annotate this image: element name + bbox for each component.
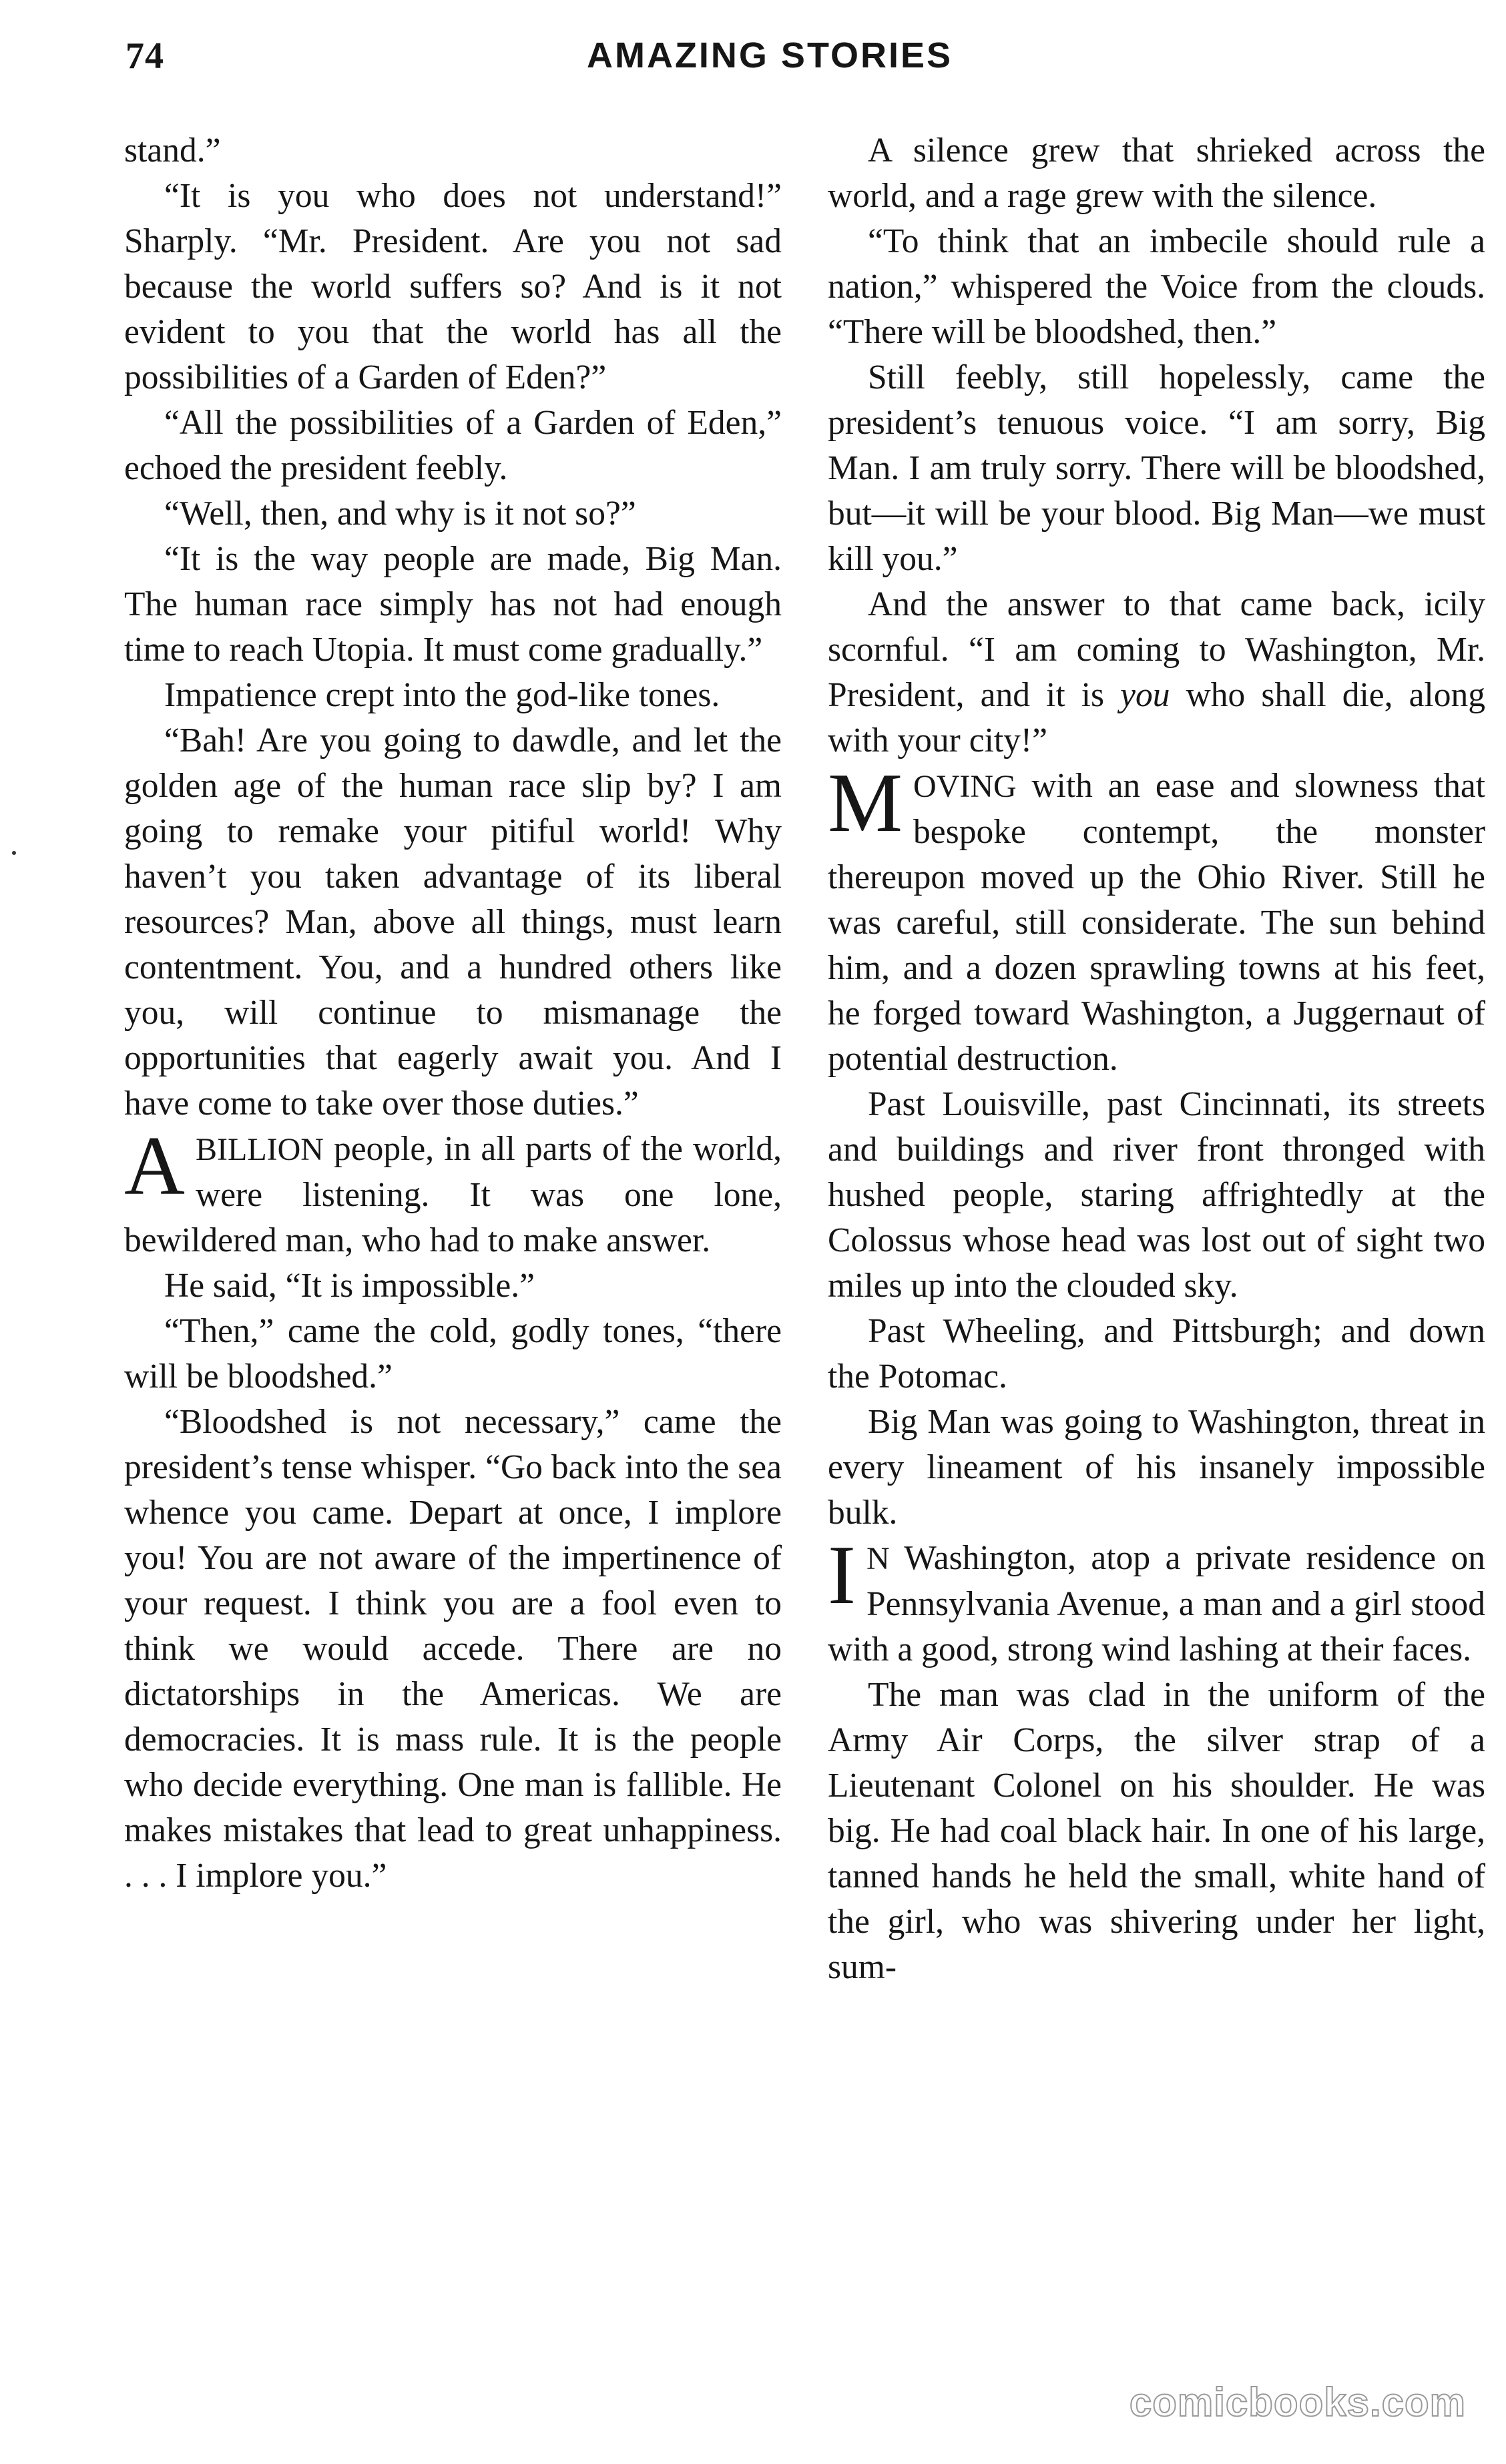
section-opening-paragraph: [828, 757, 1485, 1082]
paragraph-text: And the answer to that came back, icily scornful. “I am coming to Washington, Mr. President, and it is: [828, 585, 1485, 714]
running-head-title: AMAZING STORIES: [586, 35, 953, 75]
paragraph: “Bah! Are you going to dawdle, and let the golden age of the human race slip by? I am going to remake your pitiful world! Why haven’t you taken advantage of its liberal resources? Man, above all things, must learn contentment. You, and a hundred others like you, will continue to mismanage the opportunities that eagerly await you. And I have come to take over those duties.”: [124, 721, 782, 1123]
paragraph: “To think that an imbecile should rule a nation,” whispered the Voice from the clouds. “There will be bloodshed, then.”: [828, 222, 1485, 351]
paragraph: He said, “It is impossible.”: [164, 1267, 535, 1305]
scan-speck: [12, 851, 16, 855]
paragraph: Past Wheeling, and Pittsburgh; and down the Potomac.: [828, 1312, 1485, 1396]
emphasis: you: [1120, 676, 1170, 714]
left-column: [124, 128, 782, 1899]
paragraph: “It is the way people are made, Big Man. The human race simply has not had enough time to reach Utopia. It must come gradually.”: [124, 540, 782, 669]
paragraph: stand.”: [124, 131, 221, 170]
paragraph: A silence grew that shrieked across the world, and a rage grew with the silence.: [828, 131, 1485, 215]
small-caps-lead: BILLION: [196, 1132, 324, 1167]
paragraph: Still feebly, still hopelessly, came the president’s tenuous voice. “I am sorry, Big Man. I am truly sorry. There will be bloodshed, but—it will be your blood. Big Man—we must kill you.”: [828, 358, 1485, 578]
paragraph: “Well, then, and why is it not so?”: [164, 495, 636, 533]
small-caps-lead: N: [866, 1541, 890, 1576]
drop-cap: A: [124, 1120, 185, 1213]
paragraph-text: who shall die, along with your city!”: [828, 676, 1485, 759]
small-caps-lead: OVING: [913, 769, 1017, 804]
page-number: 74: [125, 35, 164, 77]
paragraph: Past Louisville, past Cincinnati, its streets and buildings and river front thronged with hushed people, staring affrightedly at the Colossus whose head was lost out of sight two miles up into the clouded sky.: [828, 1085, 1485, 1305]
paragraph-text: people, in all parts of the world, were listening. It was one lone, bewildered man, who had to make answer.: [124, 1130, 782, 1259]
drop-cap: I: [828, 1529, 856, 1622]
paragraph: “It is you who does not understand!” Sharply. “Mr. President. Are you not sad because the world suffers so? And is it not evident to you that the world has all the possibilities of a Garden of Eden?”: [124, 177, 782, 396]
paragraph: Impatience crept into the god-like tones.: [164, 676, 720, 714]
paragraph: “All the possibilities of a Garden of Eden,” echoed the president feebly.: [124, 404, 782, 487]
drop-cap: M: [828, 757, 903, 850]
paragraph: “Bloodshed is not necessary,” came the president’s tense whisper. “Go back into the sea whence you came. Depart at once, I implore you! You are not aware of the impertinence of your request. I think you are a fool even to think we would accede. There are no dictatorships in the Americas. We are democracies. It is mass rule. It is the people who decide everything. One man is fallible. He makes mistakes that lead to great unhappiness. . . . I implore you.”: [124, 1403, 782, 1895]
right-column: [828, 128, 1485, 1990]
paragraph: The man was clad in the uniform of the Army Air Corps, the silver strap of a Lieutenant Colonel on his shoulder. He was big. He had coal black hair. In one of his large, tanned hands he held the small, white hand of the girl, who was shivering under her light, sum-: [828, 1676, 1485, 1986]
paragraph-text: with an ease and slowness that bespoke contempt, the monster thereupon moved up the Ohio River. Still he was careful, still considerate. The sun behind him, and a dozen sprawling towns at his feet, he forged toward Washington, a Juggernaut of potential destruction.: [828, 767, 1485, 1078]
paragraph-text: Washington, atop a private residence on Pennsylvania Avenue, a man and a girl stood with a good, strong wind lashing at their faces.: [828, 1539, 1485, 1668]
paragraph: Big Man was going to Washington, threat in every lineament of his insanely impossible bulk.: [828, 1403, 1485, 1532]
section-opening-paragraph: [828, 1529, 1485, 1672]
page-header: [120, 35, 1419, 88]
paragraph: [828, 582, 1485, 763]
watermark-logo: comicbooks.com: [1129, 2380, 1466, 2425]
section-opening-paragraph: [124, 1120, 782, 1263]
paragraph: “Then,” came the cold, godly tones, “there will be bloodshed.”: [124, 1312, 782, 1396]
